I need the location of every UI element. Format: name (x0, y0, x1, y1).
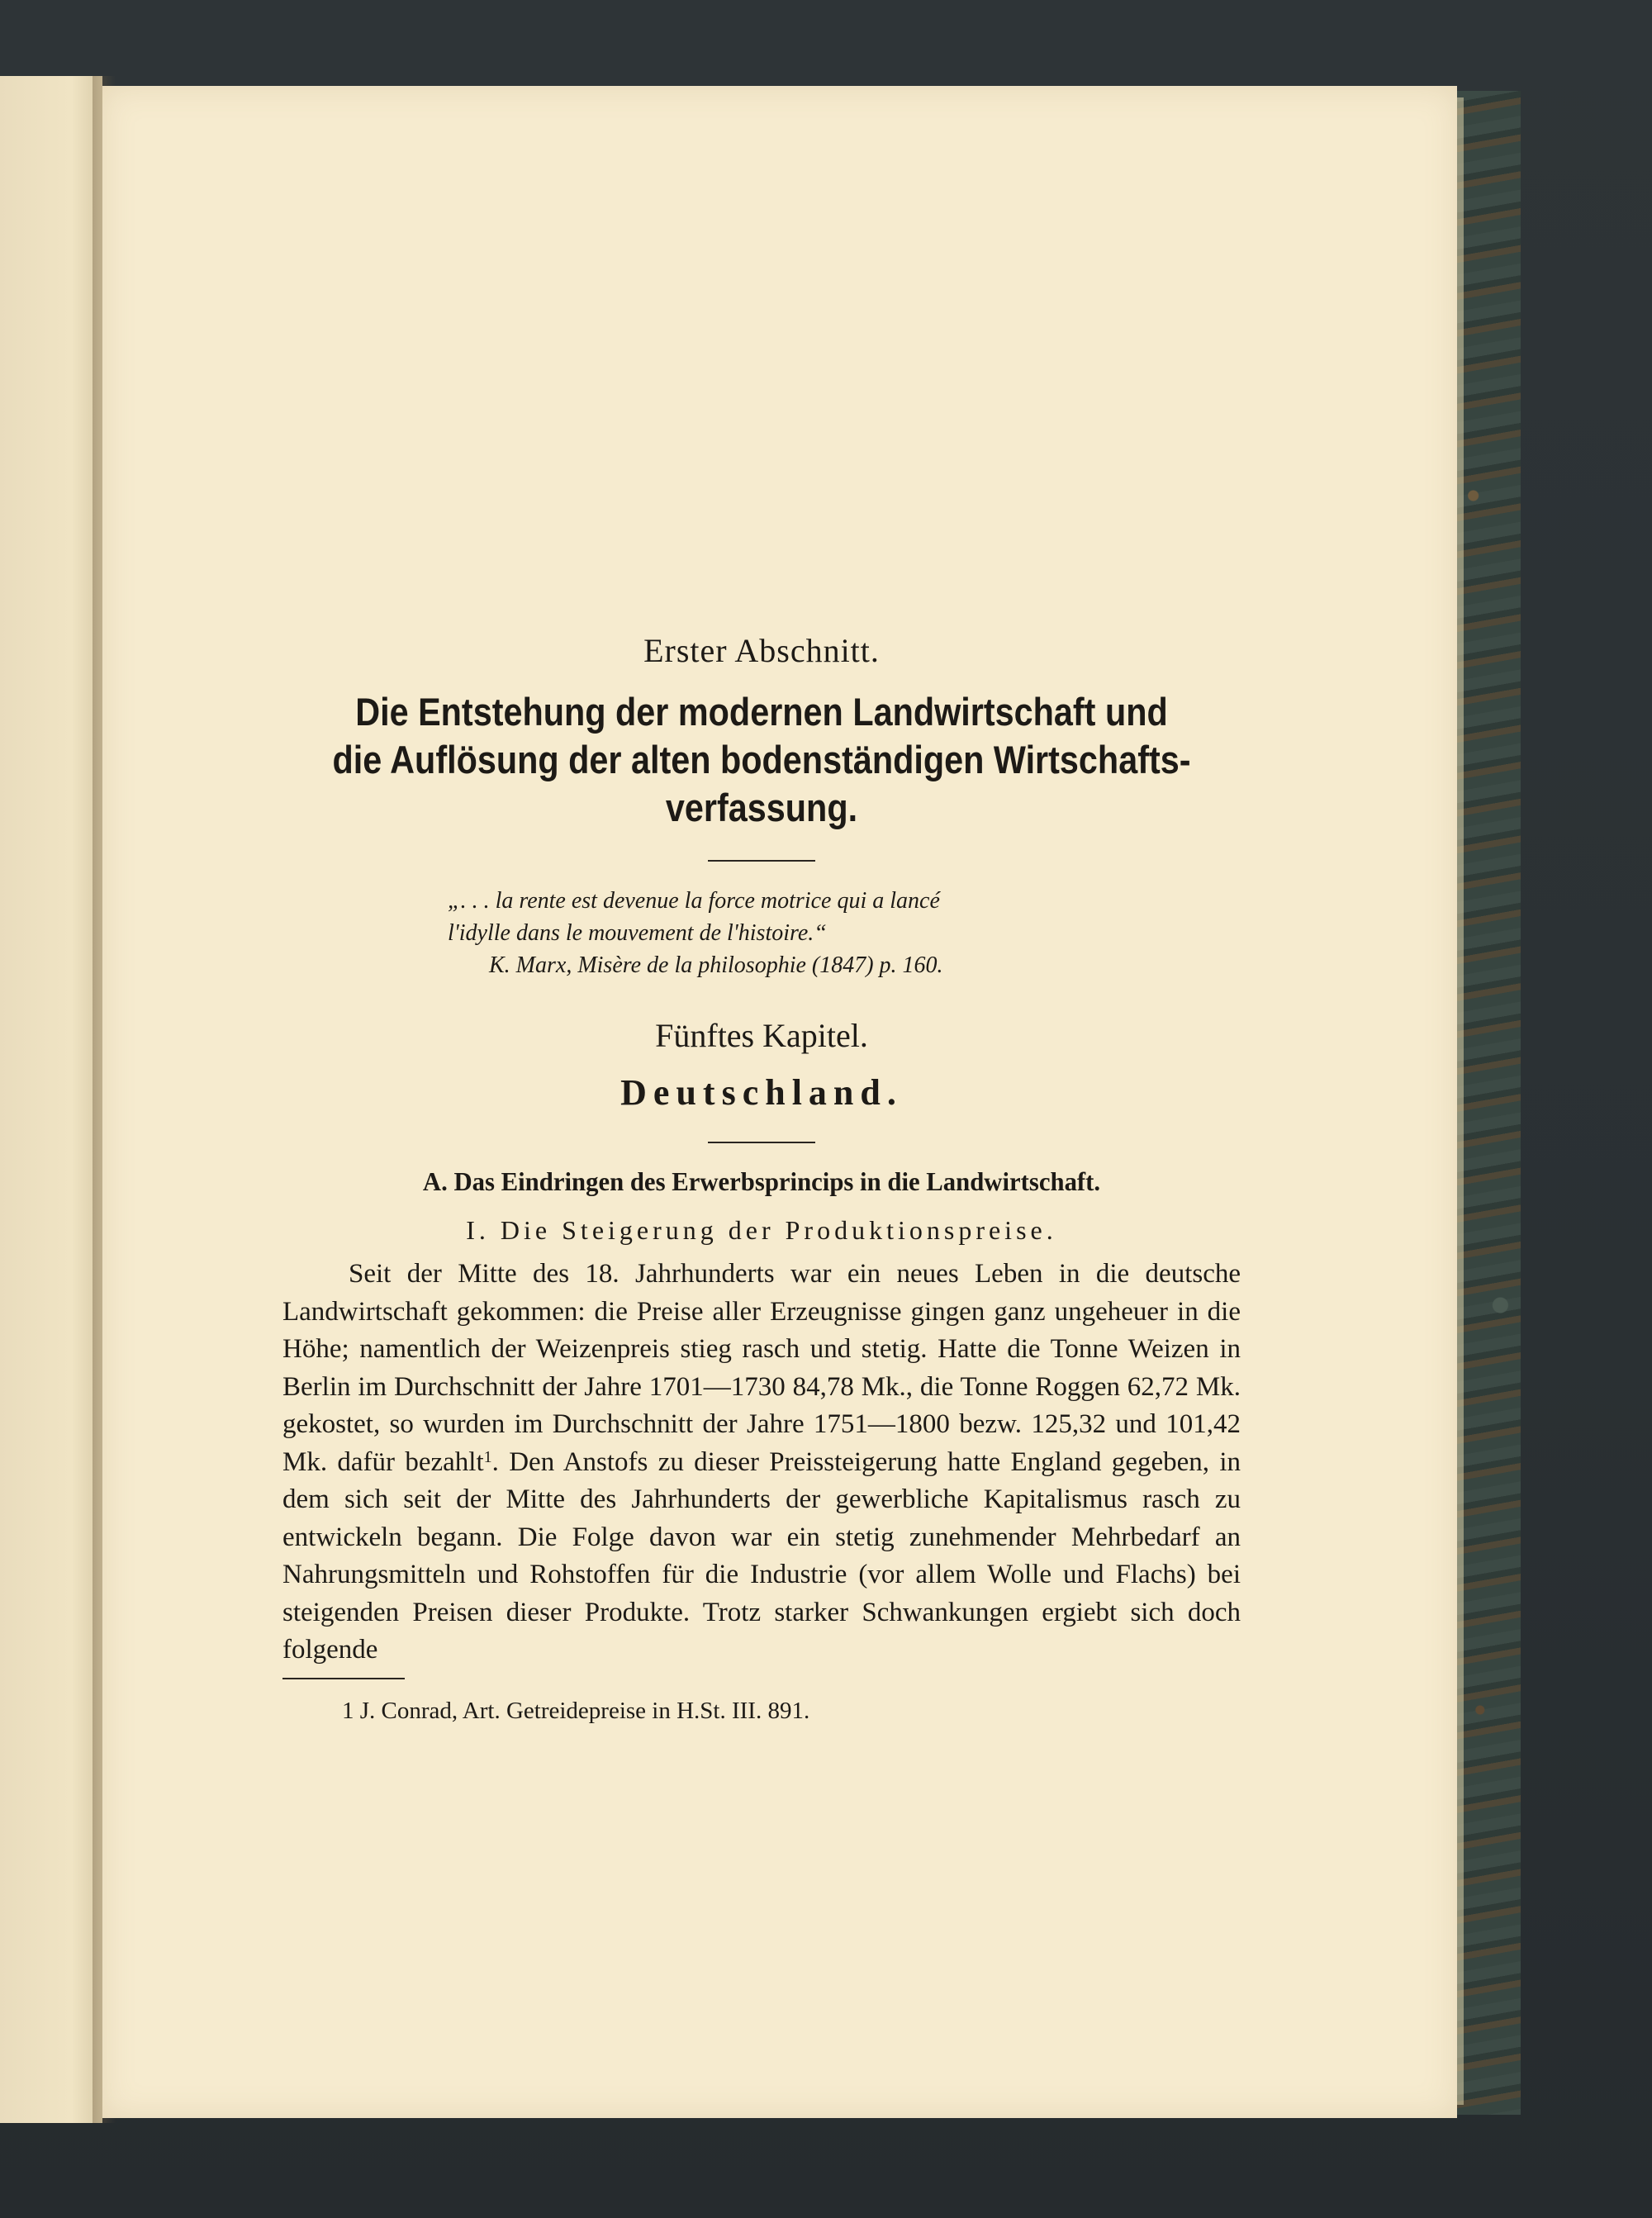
subsubsection-heading: I. Die Steigerung der Produktionspreise. (466, 1215, 1057, 1245)
part-title-line: Die Entstehung der modernen Landwirtschaft und (355, 690, 1168, 734)
epigraph-line: „. . . la rente est devenue la force motrice qui a lancé (448, 888, 940, 914)
footnote-marker: 1 (342, 1697, 354, 1724)
epigraph (448, 885, 1241, 981)
chapter-divider (708, 1142, 815, 1143)
subsection-heading: A. Das Eindringen des Erwerbsprincips in die Landwirtschaft. (422, 1166, 1101, 1196)
footnote-reference: 1 (483, 1447, 492, 1466)
page-content (282, 631, 1241, 1725)
chapter-title: Deutschland. (620, 1072, 903, 1113)
footnote (282, 1698, 1241, 1725)
epigraph-line: l'idylle dans le mouvement de l'histoire.“ (448, 920, 827, 946)
book-page (102, 86, 1457, 2118)
body-paragraph (282, 1256, 1241, 1669)
footnote-divider (282, 1678, 405, 1679)
part-title (297, 688, 1227, 832)
part-title-line: verfassung. (665, 786, 858, 829)
chapter-label: Fünftes Kapitel. (655, 1017, 868, 1054)
section-label: Erster Abschnitt. (643, 632, 880, 669)
title-divider (708, 860, 815, 862)
footnote-text: J. Conrad, Art. Getreidepreise in H.St. III. 891. (359, 1697, 810, 1724)
paragraph-text: . Den Anstofs zu dieser Preissteigerung hatte England gegeben, in dem sich seit der Mitte des Jahrhunderts der gewerbliche Kapitalismus rasch zu entwickeln begann. Die Folge davon war ein stetig zunehmender Mehrbedarf an Nahrungsmitteln und Rohstoffen für die Industrie (vor allem Wolle und Flachs) bei steigenden Preisen dieser Produkte. Trotz starker Schwankungen ergiebt sich doch folgende (282, 1446, 1241, 1665)
part-title-line: die Auflösung der alten bodenständigen Wirtschafts- (332, 738, 1191, 781)
paragraph-text: Seit der Mitte des 18. Jahrhunderts war ein neues Leben in die deutsche Landwirtschaft gekommen: die Preise aller Erzeugnisse gingen ganz ungeheuer in die Höhe; namentlich der Weizenpreis stieg rasch und stetig. Hatte die Tonne Weizen in Berlin im Durchschnitt der Jahre 1701—1730 84,78 Mk., die Tonne Roggen 62,72 Mk. gekostet, so wurden im Durchschnitt der Jahre 1751—1800 bezw. 125,32 und 101,42 Mk. dafür bezahlt (282, 1259, 1241, 1477)
epigraph-source: K. Marx, Misère de la philosophie (1847) p. 160. (489, 952, 943, 978)
previous-page-edge (0, 76, 102, 2123)
